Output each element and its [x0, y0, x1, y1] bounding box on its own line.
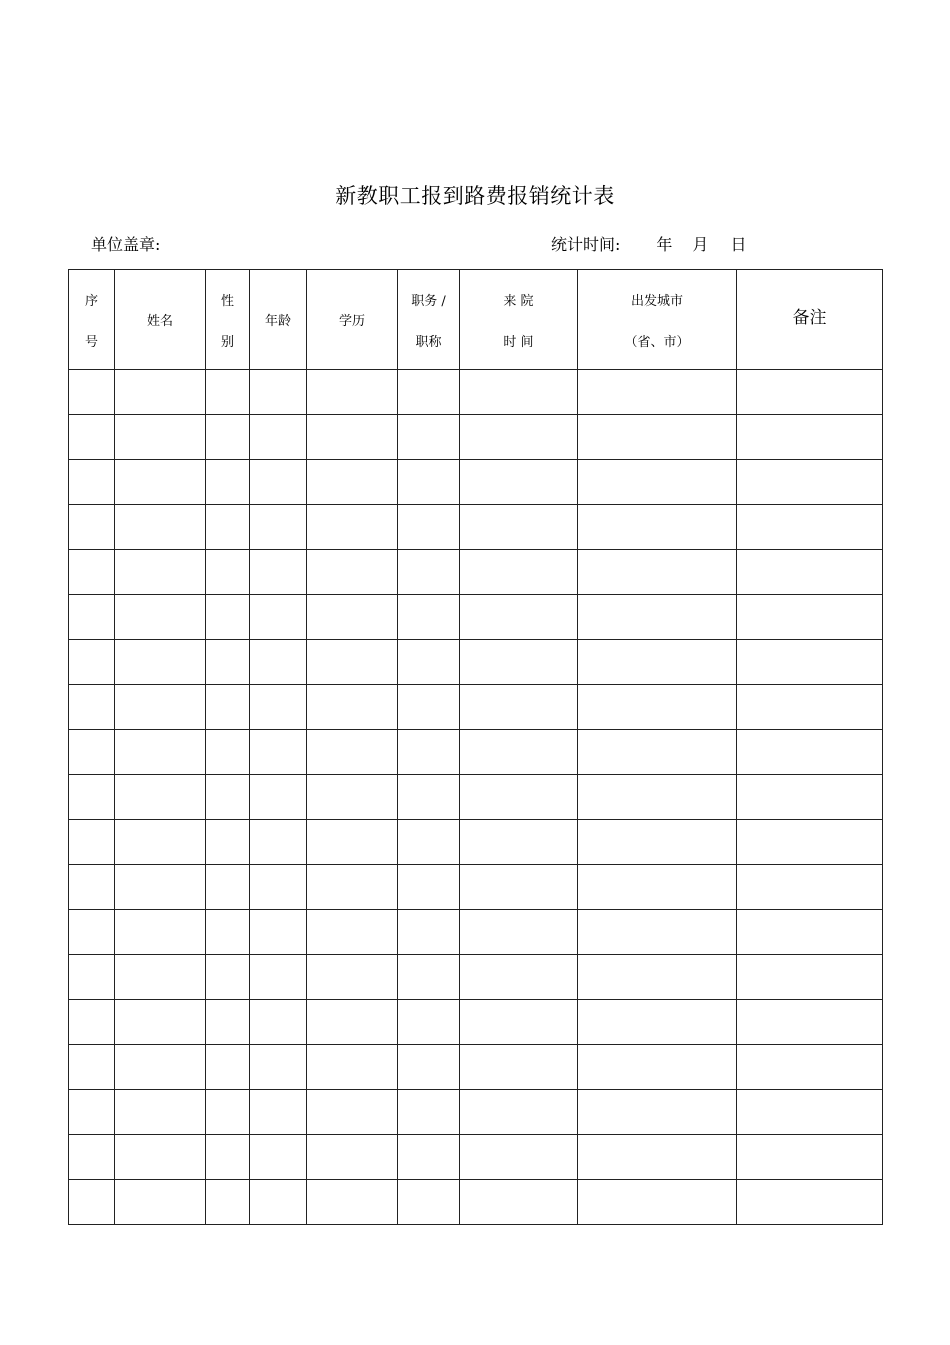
cell-seq[interactable]: [69, 1180, 115, 1225]
cell-arrival[interactable]: [460, 910, 578, 955]
cell-position[interactable]: [398, 460, 460, 505]
cell-remark[interactable]: [737, 1090, 883, 1135]
table-row: [69, 685, 883, 730]
cell-age[interactable]: [250, 1000, 307, 1045]
header-seq: 序 号: [69, 270, 115, 370]
cell-gender[interactable]: [206, 550, 250, 595]
cell-position[interactable]: [398, 1000, 460, 1045]
cell-age[interactable]: [250, 370, 307, 415]
cell-gender[interactable]: [206, 865, 250, 910]
cell-remark[interactable]: [737, 1180, 883, 1225]
cell-name[interactable]: [115, 1090, 206, 1135]
cell-seq[interactable]: [69, 730, 115, 775]
cell-name[interactable]: [115, 685, 206, 730]
cell-gender[interactable]: [206, 505, 250, 550]
cell-position[interactable]: [398, 820, 460, 865]
cell-name[interactable]: [115, 820, 206, 865]
cell-arrival[interactable]: [460, 865, 578, 910]
cell-seq[interactable]: [69, 775, 115, 820]
cell-education[interactable]: [307, 865, 398, 910]
cell-arrival[interactable]: [460, 1180, 578, 1225]
cell-arrival[interactable]: [460, 1135, 578, 1180]
cell-origin[interactable]: [578, 1045, 737, 1090]
cell-seq[interactable]: [69, 1045, 115, 1090]
header-remark: 备注: [737, 270, 883, 370]
unit-stamp-label: 单位盖章:: [91, 235, 161, 254]
cell-origin[interactable]: [578, 1180, 737, 1225]
cell-arrival[interactable]: [460, 775, 578, 820]
cell-remark[interactable]: [737, 1045, 883, 1090]
cell-arrival[interactable]: [460, 820, 578, 865]
cell-arrival[interactable]: [460, 505, 578, 550]
cell-age[interactable]: [250, 505, 307, 550]
cell-name[interactable]: [115, 730, 206, 775]
cell-age[interactable]: [250, 685, 307, 730]
cell-position[interactable]: [398, 640, 460, 685]
cell-gender[interactable]: [206, 1135, 250, 1180]
cell-education[interactable]: [307, 955, 398, 1000]
cell-gender[interactable]: [206, 955, 250, 1000]
table-row: [69, 550, 883, 595]
cell-education[interactable]: [307, 460, 398, 505]
cell-position[interactable]: [398, 550, 460, 595]
cell-arrival[interactable]: [460, 1000, 578, 1045]
cell-arrival[interactable]: [460, 1045, 578, 1090]
cell-education[interactable]: [307, 910, 398, 955]
cell-age[interactable]: [250, 1045, 307, 1090]
cell-remark[interactable]: [737, 865, 883, 910]
cell-gender[interactable]: [206, 1045, 250, 1090]
stat-time-month: 月: [692, 235, 709, 254]
cell-remark[interactable]: [737, 460, 883, 505]
cell-age[interactable]: [250, 820, 307, 865]
cell-remark[interactable]: [737, 1135, 883, 1180]
stat-time-year: 年: [656, 235, 673, 254]
cell-seq[interactable]: [69, 910, 115, 955]
cell-name[interactable]: [115, 415, 206, 460]
table-row: [69, 595, 883, 640]
cell-name[interactable]: [115, 910, 206, 955]
cell-gender[interactable]: [206, 415, 250, 460]
cell-origin[interactable]: [578, 1090, 737, 1135]
cell-education[interactable]: [307, 595, 398, 640]
cell-seq[interactable]: [69, 865, 115, 910]
cell-remark[interactable]: [737, 370, 883, 415]
reimbursement-table: [68, 269, 883, 1225]
table-row: [69, 415, 883, 460]
cell-remark[interactable]: [737, 775, 883, 820]
cell-gender[interactable]: [206, 1000, 250, 1045]
header-arrival-time: 来 院 时 间: [460, 270, 578, 370]
cell-position[interactable]: [398, 505, 460, 550]
cell-name[interactable]: [115, 460, 206, 505]
cell-remark[interactable]: [737, 640, 883, 685]
cell-origin[interactable]: [578, 550, 737, 595]
stat-time-day: 日: [730, 235, 747, 254]
cell-gender[interactable]: [206, 775, 250, 820]
table-row: [69, 1000, 883, 1045]
header-age: 年龄: [250, 270, 307, 370]
cell-age[interactable]: [250, 415, 307, 460]
cell-origin[interactable]: [578, 685, 737, 730]
cell-name[interactable]: [115, 640, 206, 685]
table-row: [69, 955, 883, 1000]
cell-name[interactable]: [115, 775, 206, 820]
cell-seq[interactable]: [69, 640, 115, 685]
page-title: 新教职工报到路费报销统计表: [335, 184, 615, 208]
cell-education[interactable]: [307, 1135, 398, 1180]
cell-name[interactable]: [115, 370, 206, 415]
cell-origin[interactable]: [578, 460, 737, 505]
cell-arrival[interactable]: [460, 1090, 578, 1135]
cell-seq[interactable]: [69, 685, 115, 730]
cell-age[interactable]: [250, 1135, 307, 1180]
cell-age[interactable]: [250, 1180, 307, 1225]
header-origin-city: 出发城市 （省、市）: [578, 270, 737, 370]
cell-origin[interactable]: [578, 505, 737, 550]
cell-education[interactable]: [307, 1180, 398, 1225]
cell-origin[interactable]: [578, 370, 737, 415]
cell-seq[interactable]: [69, 370, 115, 415]
header-row: [69, 270, 883, 370]
cell-gender[interactable]: [206, 685, 250, 730]
cell-education[interactable]: [307, 820, 398, 865]
cell-arrival[interactable]: [460, 955, 578, 1000]
cell-origin[interactable]: [578, 955, 737, 1000]
cell-position[interactable]: [398, 775, 460, 820]
cell-seq[interactable]: [69, 955, 115, 1000]
cell-remark[interactable]: [737, 550, 883, 595]
header-education: 学历: [307, 270, 398, 370]
cell-remark[interactable]: [737, 910, 883, 955]
cell-age[interactable]: [250, 775, 307, 820]
cell-remark[interactable]: [737, 415, 883, 460]
table-row: [69, 1135, 883, 1180]
table-row: [69, 775, 883, 820]
cell-age[interactable]: [250, 640, 307, 685]
cell-position[interactable]: [398, 910, 460, 955]
cell-remark[interactable]: [737, 505, 883, 550]
cell-origin[interactable]: [578, 865, 737, 910]
cell-position[interactable]: [398, 730, 460, 775]
cell-position[interactable]: [398, 1045, 460, 1090]
cell-education[interactable]: [307, 730, 398, 775]
cell-arrival[interactable]: [460, 730, 578, 775]
table-row: [69, 460, 883, 505]
cell-education[interactable]: [307, 505, 398, 550]
cell-gender[interactable]: [206, 910, 250, 955]
cell-seq[interactable]: [69, 415, 115, 460]
cell-name[interactable]: [115, 1045, 206, 1090]
cell-origin[interactable]: [578, 775, 737, 820]
cell-education[interactable]: [307, 370, 398, 415]
cell-age[interactable]: [250, 550, 307, 595]
cell-age[interactable]: [250, 910, 307, 955]
cell-education[interactable]: [307, 1090, 398, 1135]
cell-position[interactable]: [398, 1135, 460, 1180]
table-row: [69, 370, 883, 415]
cell-age[interactable]: [250, 1090, 307, 1135]
cell-name[interactable]: [115, 505, 206, 550]
cell-seq[interactable]: [69, 1000, 115, 1045]
cell-gender[interactable]: [206, 1180, 250, 1225]
table-row: [69, 1180, 883, 1225]
cell-seq[interactable]: [69, 460, 115, 505]
cell-seq[interactable]: [69, 550, 115, 595]
cell-education[interactable]: [307, 415, 398, 460]
cell-gender[interactable]: [206, 1090, 250, 1135]
cell-origin[interactable]: [578, 820, 737, 865]
cell-arrival[interactable]: [460, 460, 578, 505]
cell-age[interactable]: [250, 865, 307, 910]
cell-education[interactable]: [307, 1045, 398, 1090]
cell-seq[interactable]: [69, 595, 115, 640]
cell-remark[interactable]: [737, 955, 883, 1000]
cell-education[interactable]: [307, 640, 398, 685]
table-row: [69, 1090, 883, 1135]
header-position: 职务 / 职称: [398, 270, 460, 370]
cell-origin[interactable]: [578, 1000, 737, 1045]
header-name: 姓名: [115, 270, 206, 370]
cell-origin[interactable]: [578, 910, 737, 955]
cell-remark[interactable]: [737, 685, 883, 730]
cell-position[interactable]: [398, 595, 460, 640]
stat-time-line: [551, 232, 746, 255]
cell-name[interactable]: [115, 865, 206, 910]
cell-remark[interactable]: [737, 730, 883, 775]
cell-seq[interactable]: [69, 1135, 115, 1180]
cell-origin[interactable]: [578, 595, 737, 640]
cell-arrival[interactable]: [460, 370, 578, 415]
cell-remark[interactable]: [737, 1000, 883, 1045]
cell-origin[interactable]: [578, 640, 737, 685]
cell-position[interactable]: [398, 370, 460, 415]
cell-name[interactable]: [115, 550, 206, 595]
cell-gender[interactable]: [206, 460, 250, 505]
cell-name[interactable]: [115, 1180, 206, 1225]
cell-origin[interactable]: [578, 730, 737, 775]
cell-position[interactable]: [398, 415, 460, 460]
cell-origin[interactable]: [578, 1135, 737, 1180]
cell-education[interactable]: [307, 550, 398, 595]
cell-arrival[interactable]: [460, 415, 578, 460]
table-row: [69, 820, 883, 865]
table-row: [69, 865, 883, 910]
cell-gender[interactable]: [206, 370, 250, 415]
cell-position[interactable]: [398, 685, 460, 730]
stat-time-label: 统计时间:: [551, 235, 621, 254]
cell-name[interactable]: [115, 595, 206, 640]
table-body: [69, 370, 883, 1225]
cell-arrival[interactable]: [460, 685, 578, 730]
cell-seq[interactable]: [69, 820, 115, 865]
cell-origin[interactable]: [578, 415, 737, 460]
table-row: [69, 505, 883, 550]
cell-position[interactable]: [398, 955, 460, 1000]
table-row: [69, 1045, 883, 1090]
cell-gender[interactable]: [206, 820, 250, 865]
cell-arrival[interactable]: [460, 595, 578, 640]
cell-education[interactable]: [307, 1000, 398, 1045]
cell-name[interactable]: [115, 1000, 206, 1045]
cell-age[interactable]: [250, 730, 307, 775]
cell-position[interactable]: [398, 1180, 460, 1225]
cell-education[interactable]: [307, 685, 398, 730]
header-gender: 性 别: [206, 270, 250, 370]
cell-gender[interactable]: [206, 730, 250, 775]
cell-name[interactable]: [115, 955, 206, 1000]
cell-age[interactable]: [250, 460, 307, 505]
cell-name[interactable]: [115, 1135, 206, 1180]
cell-seq[interactable]: [69, 505, 115, 550]
cell-education[interactable]: [307, 775, 398, 820]
cell-arrival[interactable]: [460, 640, 578, 685]
cell-remark[interactable]: [737, 595, 883, 640]
cell-age[interactable]: [250, 595, 307, 640]
cell-age[interactable]: [250, 955, 307, 1000]
table-row: [69, 730, 883, 775]
cell-remark[interactable]: [737, 820, 883, 865]
cell-position[interactable]: [398, 1090, 460, 1135]
cell-position[interactable]: [398, 865, 460, 910]
cell-gender[interactable]: [206, 595, 250, 640]
table-row: [69, 910, 883, 955]
table-row: [69, 640, 883, 685]
cell-seq[interactable]: [69, 1090, 115, 1135]
cell-arrival[interactable]: [460, 550, 578, 595]
cell-gender[interactable]: [206, 640, 250, 685]
